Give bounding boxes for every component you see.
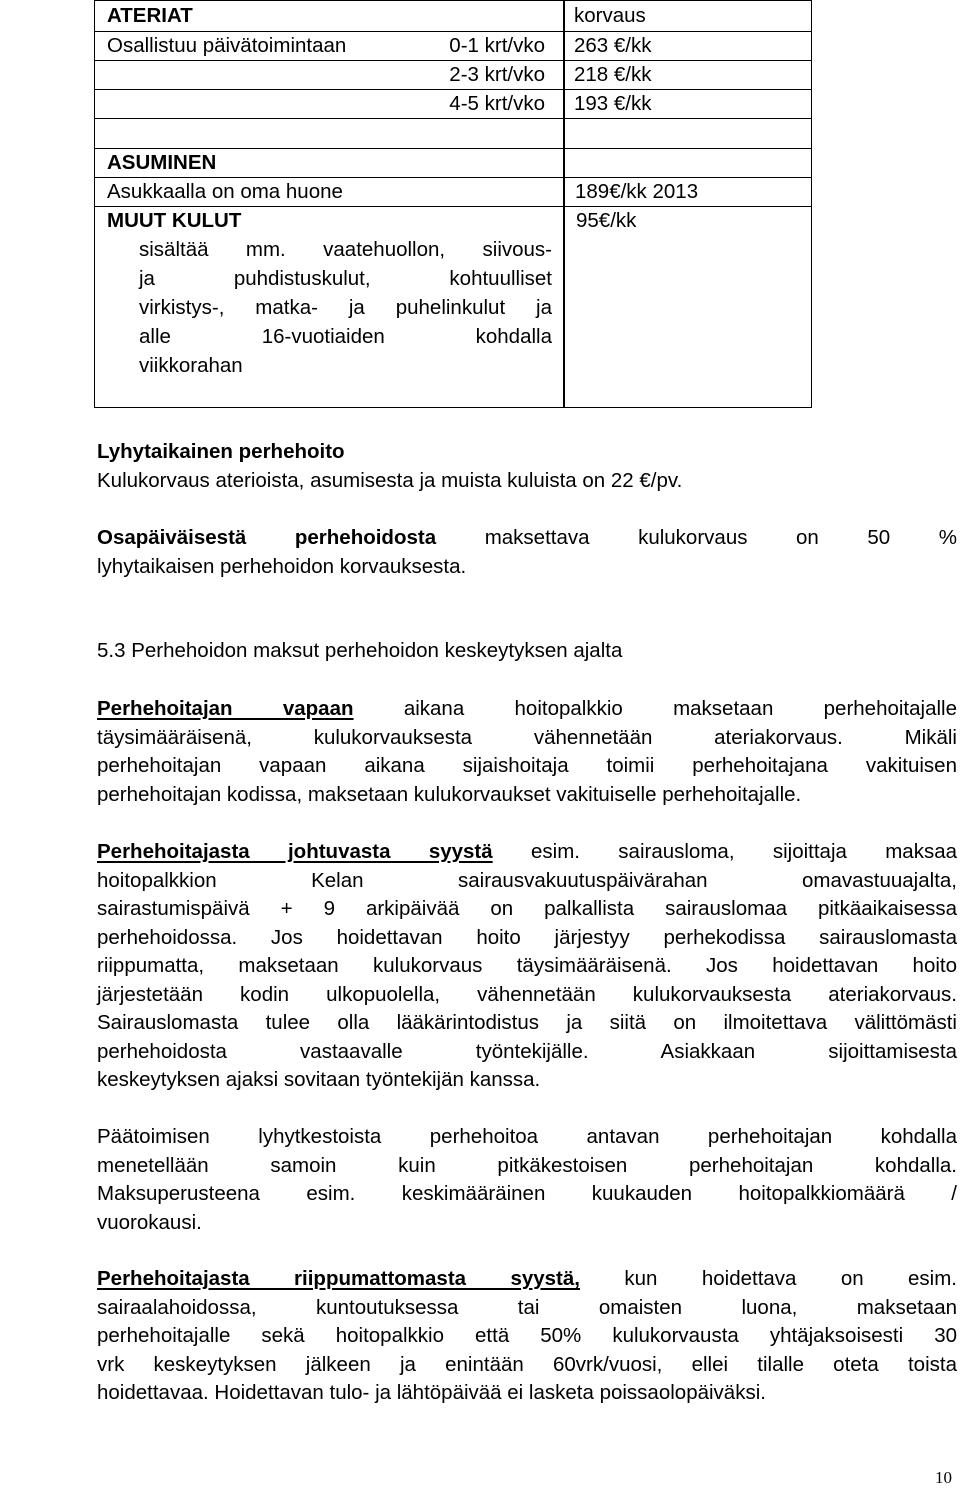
asuminen-title: ASUMINEN [107,151,217,174]
p3-line: Päätoimisen lyhytkestoista perhehoitoa antavan perhehoitajan kohdalla [97,1125,957,1148]
asuminen-label: Asukkaalla on oma huone [107,180,343,203]
table-column-divider [563,1,565,407]
p2-line: Sairauslomasta tulee olla lääkärintodistus ja siitä on ilmoitettava välittömästi [97,1011,957,1034]
ateriat-freq-1: 0-1 krt/vko [449,34,545,57]
short-term-text: Kulukorvaus aterioista, asumisesta ja muista kuluista on 22 €/pv. [97,468,683,492]
ateriat-amount-3: 193 €/kk [574,92,652,115]
p3-line: Maksuperusteena esim. keskimääräinen kuukauden hoitopalkkiomäärä / [97,1182,957,1205]
muut-line: alle 16-vuotiaiden kohdalla [139,325,552,348]
p2-line: järjestetään kodin ulkopuolella, vähennetään kulukorvauksesta ateriakorvaus. [97,982,957,1006]
p1-line: täysimääräisenä, kulukorvauksesta vähennetään ateriakorvaus. Mikäli [97,725,957,749]
p2-line-last: keskeytyksen ajaksi sovitaan työntekijän kanssa. [97,1068,541,1091]
p3-line: menetellään samoin kuin pitkäkestoisen perhehoitajan kohdalla. [97,1153,957,1177]
muut-line: virkistys-, matka- ja puhelinkulut ja [139,296,552,319]
short-term-section [97,438,957,495]
p3-line-last: vuorokausi. [97,1210,202,1234]
part-day-rest: maksettava kulukorvaus on 50 % [484,526,958,549]
part-day-bold: Osapäiväisestä perhehoidosta [97,526,437,549]
ateriat-label: Osallistuu päivätoimintaan [107,34,347,57]
p2-line: perhehoidosta vastaavalle työntekijälle. Asiakkaan sijoittamisesta [97,1039,957,1063]
p2-line: sairastumispäivä + 9 arkipäivää on palkallista sairauslomaa pitkäaikaisessa [97,897,957,920]
muut-amount: 95€/kk [576,209,637,232]
part-day-line2: lyhytaikaisen perhehoidon korvauksesta. [97,554,467,578]
paragraph-riippumaton [97,1265,957,1408]
paragraph-vapaa [97,695,957,809]
muut-line: sisältää mm. vaatehuollon, siivous- [139,238,552,261]
korvaus-header: korvaus [574,4,646,27]
p1-line: perhehoitajan vapaan aikana sijaishoitaja toimii perhehoitajana vakituisen [97,754,957,777]
muut-line: ja puhdistuskulut, kohtuulliset [139,267,552,290]
section-heading: 5.3 Perhehoidon maksut perhehoidon keskeytyksen ajalta [97,639,623,662]
ateriat-amount-2: 218 €/kk [574,63,652,86]
p1-line1-rest: aikana hoitopalkkio maksetaan perhehoitajalle [403,697,957,720]
p1-underlined: Perhehoitajan vapaan [97,697,354,720]
p4-line: perhehoitajalle sekä hoitopalkkio että 50% kulukorvausta yhtäjaksoisesti 30 [97,1324,957,1347]
p4-line: sairaalahoidossa, kuntoutuksessa tai omaisten luona, maksetaan [97,1295,957,1319]
p2-line: hoitopalkkion Kelan sairausvakuutuspäivärahan omavastuuajalta, [97,868,957,892]
ateriat-title: ATERIAT [107,4,193,27]
p2-line: perhehoidossa. Jos hoidettavan hoito järjestyy perhekodissa sairauslomasta [97,925,957,949]
table-row-divider [95,118,811,119]
p4-line1-rest: kun hoidettava on esim. [624,1267,957,1290]
ateriat-freq-2: 2-3 krt/vko [449,63,545,86]
fee-table [94,0,812,408]
p2-underlined: Perhehoitajasta johtuvasta syystä [97,840,493,863]
p2-line1-rest: esim. sairausloma, sijoittaja maksaa [531,840,957,863]
page-number: 10 [935,1468,952,1487]
p4-underlined: Perhehoitajasta riippumattomasta syystä, [97,1267,580,1290]
ateriat-freq-3: 4-5 krt/vko [449,92,545,115]
part-day-paragraph [97,524,957,581]
asuminen-amount: 189€/kk 2013 [575,180,699,203]
muut-description [139,235,552,380]
p4-line: vrk keskeytyksen jälkeen ja enintään 60vrk/vuosi, ellei tilalle oteta toista [97,1352,957,1376]
p4-line: hoidettavaa. Hoidettavan tulo- ja lähtöpäivää ei lasketa poissaolopäiväksi. [97,1381,766,1404]
p1-line: perhehoitajan kodissa, maksetaan kulukorvaukset vakituiselle perhehoitajalle. [97,782,802,806]
paragraph-johtuva [97,838,957,1095]
muut-title: MUUT KULUT [107,209,242,232]
short-term-heading: Lyhytaikainen perhehoito [97,440,345,463]
muut-line: viikkorahan [139,354,243,377]
paragraph-paatoiminen [97,1123,957,1237]
p2-line: riippumatta, maksetaan kulukorvaus täysimääräisenä. Jos hoidettavan hoito [97,954,957,977]
ateriat-amount-1: 263 €/kk [574,34,652,57]
